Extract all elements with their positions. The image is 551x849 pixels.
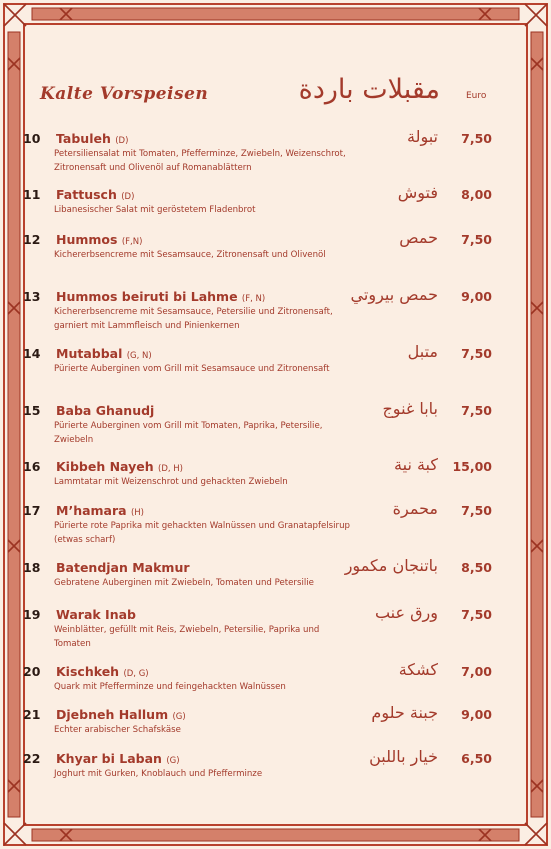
- item-allergens: (G, N): [126, 351, 152, 361]
- item-name: Djebneh Hallum: [56, 707, 169, 722]
- item-allergens: (D, H): [158, 464, 183, 474]
- item-name-arabic: بابا غنوج: [382, 399, 438, 418]
- item-price: 9,00: [461, 289, 492, 304]
- item-name: Hummos: [56, 232, 118, 247]
- item-description: Pürierte Auberginen vom Grill mit Tomaten, Paprika, Petersilie, Zwiebeln: [54, 421, 323, 445]
- item-name-line: [56, 403, 154, 418]
- item-name-line: [56, 289, 265, 304]
- item-allergens: (F,N): [121, 237, 143, 247]
- item-name-arabic: متبل: [407, 342, 438, 361]
- item-allergens: (G): [172, 712, 186, 722]
- section-title-german: Kalte Vorspeisen: [40, 84, 209, 104]
- item-name-line: [56, 459, 183, 474]
- item-price: 7,50: [461, 403, 492, 418]
- item-name-line: [56, 131, 128, 146]
- item-allergens: (D): [121, 192, 135, 202]
- item-name-line: [56, 607, 136, 622]
- item-name-arabic: كبة نية: [394, 455, 438, 474]
- item-name-line: [56, 664, 149, 679]
- item-name-line: [56, 751, 180, 766]
- item-number: 22: [23, 751, 41, 766]
- item-price: 7,50: [461, 346, 492, 361]
- item-name-arabic: حمص بيروتي: [350, 285, 438, 304]
- item-name-line: [56, 707, 186, 722]
- item-name: Baba Ghanudj: [56, 403, 155, 418]
- item-number: 14: [23, 346, 41, 361]
- item-number: 15: [23, 403, 41, 418]
- item-name-line: [56, 346, 152, 361]
- item-name: Tabuleh: [56, 131, 111, 146]
- item-price: 7,00: [461, 664, 492, 679]
- item-description: Kichererbsencreme mit Sesamsauce, Petersilie und Zitronensaft, garniert mit Lammfleisch und Pinienkernen: [54, 307, 333, 331]
- item-number: 10: [23, 131, 41, 146]
- item-allergens: (H): [130, 508, 144, 518]
- item-name-arabic: تبولة: [407, 127, 438, 146]
- item-name-arabic: فتوش: [397, 183, 438, 202]
- item-price: 15,00: [452, 459, 492, 474]
- item-name-line: [56, 503, 144, 518]
- item-description: Gebratene Auberginen mit Zwiebeln, Tomaten und Petersilie: [54, 578, 314, 588]
- item-allergens: (G): [166, 756, 180, 766]
- item-name: Kischkeh: [56, 664, 120, 679]
- item-name-arabic: ورق عنب: [374, 603, 438, 622]
- item-name: Hummos beiruti bi Lahme: [56, 289, 238, 304]
- item-description: Weinblätter, gefüllt mit Reis, Zwiebeln, Petersilie, Paprika und Tomaten: [54, 625, 320, 649]
- item-number: 13: [23, 289, 41, 304]
- item-description: Petersiliensalat mit Tomaten, Pfefferminze, Zwiebeln, Weizenschrot, Zitronensaft und Olivenöl auf Romanablättern: [54, 149, 346, 173]
- item-number: 12: [23, 232, 41, 247]
- item-name: Warak Inab: [56, 607, 136, 622]
- item-price: 7,50: [461, 607, 492, 622]
- item-number: 18: [23, 560, 41, 575]
- item-allergens: (F, N): [241, 294, 266, 304]
- item-name-line: [56, 232, 142, 247]
- item-name-arabic: جبنة حلوم: [371, 703, 438, 722]
- item-name-arabic: حمص: [399, 228, 438, 247]
- item-name: Fattusch: [56, 187, 117, 202]
- item-number: 21: [23, 707, 41, 722]
- item-name: Khyar bi Laban: [56, 751, 162, 766]
- item-description: Lammtatar mit Weizenschrot und gehackten Zwiebeln: [54, 477, 288, 487]
- item-name-line: [56, 187, 134, 202]
- item-number: 11: [23, 187, 41, 202]
- item-name-line: [56, 560, 190, 575]
- item-price: 8,00: [461, 187, 492, 202]
- item-number: 16: [23, 459, 41, 474]
- item-name-arabic: كشكة: [398, 660, 438, 679]
- item-description: Pürierte rote Paprika mit gehackten Walnüssen und Granatapfelsirup (etwas scharf): [54, 521, 350, 545]
- item-price: 8,50: [461, 560, 492, 575]
- item-number: 19: [23, 607, 41, 622]
- item-name: Mutabbal: [56, 346, 123, 361]
- item-name-arabic: خيار باللبن: [369, 747, 438, 766]
- item-price: 7,50: [461, 232, 492, 247]
- item-price: 9,00: [461, 707, 492, 722]
- item-name: Batendjan Makmur: [56, 560, 190, 575]
- item-description: Pürierte Auberginen vom Grill mit Sesamsauce und Zitronensaft: [54, 364, 330, 374]
- item-name: M’hamara: [56, 503, 127, 518]
- currency-label: Euro: [466, 91, 487, 101]
- item-price: 6,50: [461, 751, 492, 766]
- item-number: 17: [23, 503, 41, 518]
- item-name-arabic: باتنجان مكمور: [344, 556, 438, 575]
- item-name: Kibbeh Nayeh: [56, 459, 154, 474]
- item-description: Kichererbsencreme mit Sesamsauce, Zitronensaft und Olivenöl: [54, 250, 326, 260]
- item-number: 20: [23, 664, 41, 679]
- item-name-arabic: محمرة: [392, 499, 438, 518]
- item-allergens: (D): [115, 136, 129, 146]
- item-description: Echter arabischer Schafskäse: [54, 725, 181, 735]
- item-price: 7,50: [461, 503, 492, 518]
- item-description: Quark mit Pfefferminze und feingehackten Walnüssen: [54, 682, 286, 692]
- section-title-arabic: مقبلات باردة: [298, 74, 440, 105]
- item-description: Joghurt mit Gurken, Knoblauch und Pfefferminze: [54, 769, 263, 779]
- item-description: Libanesischer Salat mit geröstetem Fladenbrot: [54, 205, 256, 215]
- item-price: 7,50: [461, 131, 492, 146]
- item-allergens: (D, G): [123, 669, 149, 679]
